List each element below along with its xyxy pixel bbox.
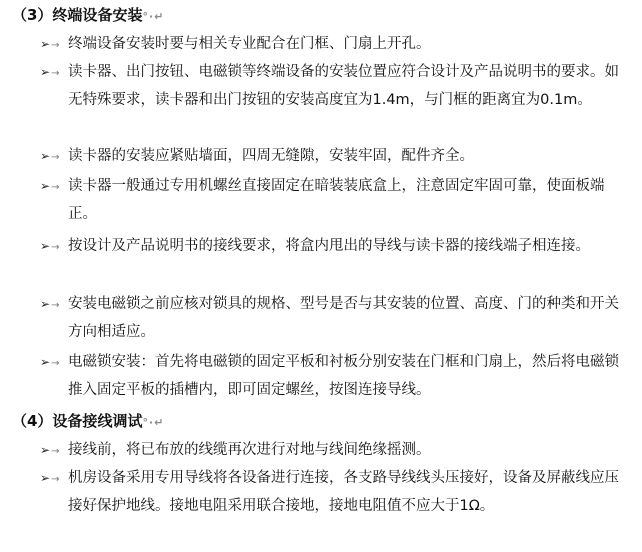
list-item-text: 读卡器、出门按钮、电磁锁等终端设备的安装位置应符合设计及产品说明书的要求。如无特殊要求，读卡器和出门按钮的安装高度宜为1.4m，与门框的距离宜为0.1m。 <box>68 64 619 108</box>
bullet-arrow-icon: ➢→ <box>40 443 60 457</box>
list-item-text: 安装电磁锁之前应核对锁具的规格、型号是否与其安装的位置、高度、门的种类和开关方向相适应。 <box>68 296 619 340</box>
list-item-text: 读卡器的安装应紧贴墙面，四周无缝隙，安装牢固，配件齐全。 <box>68 148 474 164</box>
bullet-arrow-icon: ➢→ <box>40 149 60 163</box>
list-item-text: 电磁锁安装：首先将电磁锁的固定平板和衬板分别安装在门框和门扇上，然后将电磁锁推入固定平板的插槽内，即可固定螺丝，按图连接导线。 <box>68 354 619 398</box>
list-item <box>40 172 620 228</box>
list-item-text: 接线前，将已布放的线缆再次进行对地与线间绝缘摇测。 <box>68 442 431 458</box>
bullet-arrow-icon: ➢→ <box>40 297 60 311</box>
bullet-arrow-icon: ➢→ <box>40 471 60 485</box>
bullet-arrow-icon: ➢→ <box>40 355 60 369</box>
section-heading-text: （3）终端设备安装 <box>12 6 143 24</box>
bullet-arrow-icon: ➢→ <box>40 65 60 79</box>
section-heading-4: （4）设备接线调试°·↵ <box>12 412 165 430</box>
list-item <box>40 58 620 114</box>
list-item <box>40 290 620 346</box>
list-item <box>40 436 620 464</box>
list-item <box>40 142 620 170</box>
list-item <box>40 464 620 520</box>
list-item-text: 读卡器一般通过专用机螺丝直接固定在暗装装底盒上，注意固定牢固可靠，使面板端正。 <box>68 178 605 222</box>
bullet-arrow-icon: ➢→ <box>40 179 60 193</box>
bullet-arrow-icon: ➢→ <box>40 239 60 253</box>
list-item <box>40 348 620 404</box>
list-item-text: 机房设备采用专用导线将各设备进行连接，各支路导线线头压接好，设备及屏蔽线应压接好保护地线。接地电阻采用联合接地，接地电阻值不应大于1Ω。 <box>68 470 619 514</box>
bullet-arrow-icon: ➢→ <box>40 37 60 51</box>
section-heading-text: （4）设备接线调试 <box>12 412 143 430</box>
list-item-text: 按设计及产品说明书的接线要求，将盒内甩出的导线与读卡器的接线端子相连接。 <box>68 238 590 254</box>
list-item <box>40 232 620 260</box>
section-heading-3: （3）终端设备安装°·↵ <box>12 6 165 24</box>
list-item-text: 终端设备安装时要与相关专业配合在门框、门扇上开孔。 <box>68 36 431 52</box>
list-item <box>40 30 620 58</box>
